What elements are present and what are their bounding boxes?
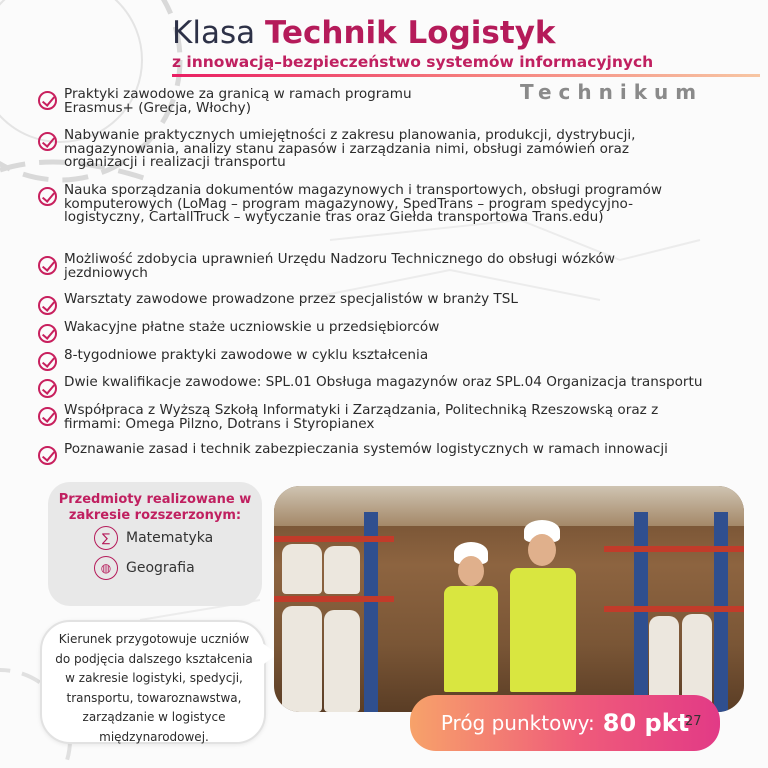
list-item	[38, 88, 464, 115]
extended-subjects-panel	[48, 482, 262, 606]
math-icon: ∑	[94, 526, 118, 550]
check-circle-icon	[38, 256, 57, 275]
list-item-text: Nabywanie praktycznych umiejętności z zakresu planowania, produkcji, dystrybucji, magazynowania, analizy stanu zapasów i zarządzania nimi, obsługi zamówień oraz organizacji i realizacji transportu	[64, 127, 636, 170]
page-number: 27	[685, 714, 702, 729]
title-prefix: Klasa	[172, 15, 256, 51]
score-value: 80 pkt	[602, 709, 690, 737]
list-item	[38, 321, 744, 343]
list-item	[38, 293, 744, 315]
list-item-text: Współpraca z Wyższą Szkołą Informatyki i Zarządzania, Politechniką Rzeszowską oraz z firmami: Omega Pilzno, Dotrans i Styropianex	[64, 402, 659, 432]
list-item	[38, 184, 694, 225]
check-circle-icon	[38, 352, 57, 371]
globe-icon: ◍	[94, 556, 118, 580]
check-circle-icon	[38, 296, 57, 315]
page-subtitle: z innowacją–bezpieczeństwo systemów informacyjnych	[172, 53, 654, 71]
score-label: Próg punktowy:	[440, 711, 595, 735]
header	[172, 14, 762, 77]
list-item	[38, 129, 704, 170]
check-circle-icon	[38, 379, 57, 398]
list-item-text: Możliwość zdobycia uprawnień Urzędu Nadzoru Technicznego do obsługi wózków jezdniowych	[64, 251, 615, 281]
list-item-text: Praktyki zawodowe za granicą w ramach programu Erasmus+ (Grecja, Włochy)	[64, 86, 412, 116]
check-circle-icon	[38, 91, 57, 110]
subjects-title: Przedmioty realizowane w zakresie rozszerzonym:	[58, 492, 252, 523]
list-item-text: Warsztaty zawodowe prowadzone przez specjalistów w branży TSL	[64, 291, 518, 307]
subject-label: Geografia	[126, 560, 195, 576]
score-threshold-badge	[410, 695, 720, 751]
list-item	[38, 376, 744, 398]
list-item-text: 8-tygodniowe praktyki zawodowe w cyklu kształcenia	[64, 347, 429, 363]
subject-label: Matematyka	[126, 530, 214, 546]
subject-item	[94, 526, 213, 550]
list-item	[38, 404, 674, 431]
check-circle-icon	[38, 132, 57, 151]
check-circle-icon	[38, 187, 57, 206]
list-item	[38, 349, 744, 371]
title-underline	[172, 74, 760, 77]
list-item-text: Wakacyjne płatne staże uczniowskie u przedsiębiorców	[64, 319, 440, 335]
list-item-text: Dwie kwalifikacje zawodowe: SPL.01 Obsługa magazynów oraz SPL.04 Organizacja transportu	[64, 374, 703, 390]
check-circle-icon	[38, 407, 57, 426]
subject-item	[94, 556, 195, 580]
page-title	[172, 14, 762, 52]
check-circle-icon	[38, 446, 57, 465]
list-item	[38, 253, 624, 280]
info-bubble-text: Kierunek przygotowuje uczniów do podjęcia dalszego kształcenia w zakresie logistyki, spedycji, transportu, towaroznawstwa, zarządzanie w logistyce międzynarodowej.	[55, 632, 253, 744]
title-main: Technik Logistyk	[264, 15, 556, 51]
check-circle-icon	[38, 324, 57, 343]
list-item-text: Nauka sporządzania dokumentów magazynowych i transportowych, obsługi programów komputerowych (LoMag – program magazynowy, SpedTrans – program spedycyjno-logistyczny, CartallTruck – wytyczanie tras oraz Giełda transportowa Trans.edu)	[64, 182, 662, 225]
info-bubble	[40, 620, 266, 744]
list-item	[38, 443, 744, 465]
school-type-label: Technikum	[520, 80, 704, 104]
warehouse-photo	[274, 486, 744, 712]
list-item-text: Poznawanie zasad i technik zabezpieczania systemów logistycznych w ramach innowacji	[64, 441, 668, 457]
